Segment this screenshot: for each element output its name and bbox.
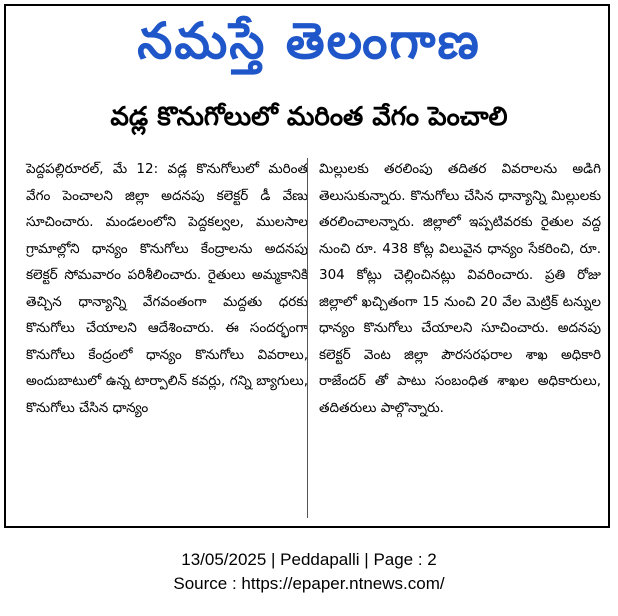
clipping-frame	[4, 4, 610, 528]
article-column-left: పెద్దపల్లిరూరల్, మే 12: వడ్ల కొనుగోలులో మరింత వేగం పెంచాలని జిల్లా అదనపు కలెక్టర్ డీ వేణు సూచించారు. మండలంలోని పెద్దకల్వల, ములసాల గ్రామాల్లోని ధాన్యం కొనుగోలు కేంద్రాలను అదనపు కలెక్టర్ సోమవారం పరిశీలించారు. రైతులు అమ్మకానికి తెచ్చిన ధాన్యాన్ని వేగవంతంగా మద్దతు ధరకు కొనుగోలు చేయాలని ఆదేశించారు. ఈ సందర్భంగా కొనుగోలు కేంద్రంలో ధాన్యం కొనుగోలు వివరాలు, అందుబాటులో ఉన్న టార్పాలిన్ కవర్లు, గన్ని బ్యాగులు, కొనుగోలు చేసిన ధాన్యం	[26, 161, 308, 416]
newspaper-masthead: నమస్తే తెలంగాణ	[137, 12, 481, 70]
footer-dateline: 13/05/2025 | Peddapalli | Page : 2	[181, 550, 437, 569]
column-divider	[307, 158, 308, 518]
footer-source: Source : https://epaper.ntnews.com/	[173, 574, 445, 593]
article-headline: వడ్ల కొనుగోలులో మరింత వేగం పెంచాలి	[110, 102, 508, 132]
article-column-right: మిల్లులకు తరలింపు తదితర వివరాలను అడిగి తెలుసుకున్నారు. కొనుగోలు చేసిన ధాన్యాన్ని మిల్లులకు తరలించాలన్నారు. జిల్లాలో ఇప్పటివరకు రైతుల వద్ద నుంచి రూ. 438 కోట్ల విలువైన ధాన్యం సేకరించి, రూ. 304 కోట్లు చెల్లించినట్లు వివరించారు. ప్రతి రోజు జిల్లాలో ఖచ్చితంగా 15 నుంచి 20 వేల మెట్రిక్ టన్నుల ధాన్యం కొనుగోలు చేయాలని సూచించారు. అదనపు కలెక్టర్ వెంట జిల్లా పౌరసరఫరాల శాఖ అధికారి రాజేందర్ తో పాటు సంబంధిత శాఖల అధికారులు, తదితరులు పాల్గొన్నారు.	[319, 161, 601, 416]
